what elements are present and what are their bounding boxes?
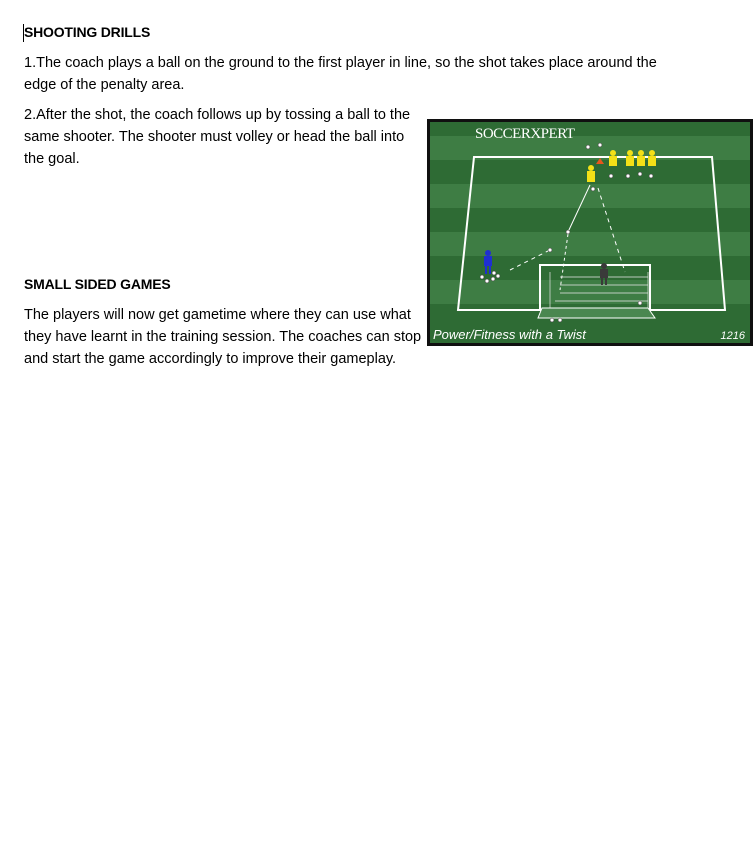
small-sided-line1: The players will now get gametime where they can use what (24, 307, 411, 323)
shooting-step2-line3: the goal. (24, 151, 80, 167)
small-sided-line3: and start the game accordingly to improve their gameplay. (24, 351, 397, 367)
figure-caption: Power/Fitness with a Twist (433, 327, 586, 342)
small-sided-line2: they have learnt in the training session. The coaches can stop (24, 329, 422, 345)
soccerxpert-logo: SOCCERXPERT (475, 126, 575, 142)
drill-diagram-figure (427, 119, 753, 346)
figure-code: 1216 (720, 330, 745, 342)
shooting-step1-line2: edge of the penalty area. (24, 77, 185, 93)
small-sided-games-heading: SMALL SIDED GAMES (24, 276, 171, 292)
shooting-drills-heading: SHOOTING DRILLS (24, 24, 151, 40)
shooting-step1-line1: 1.The coach plays a ball on the ground to the first player in line, so the shot takes place around the (24, 55, 657, 71)
shooting-step2-line1: 2.After the shot, the coach follows up by tossing a ball to the (24, 107, 411, 123)
soccer-field-diagram (430, 122, 750, 343)
shooting-step2-line2: same shooter. The shooter must volley or head the ball into (24, 129, 405, 145)
